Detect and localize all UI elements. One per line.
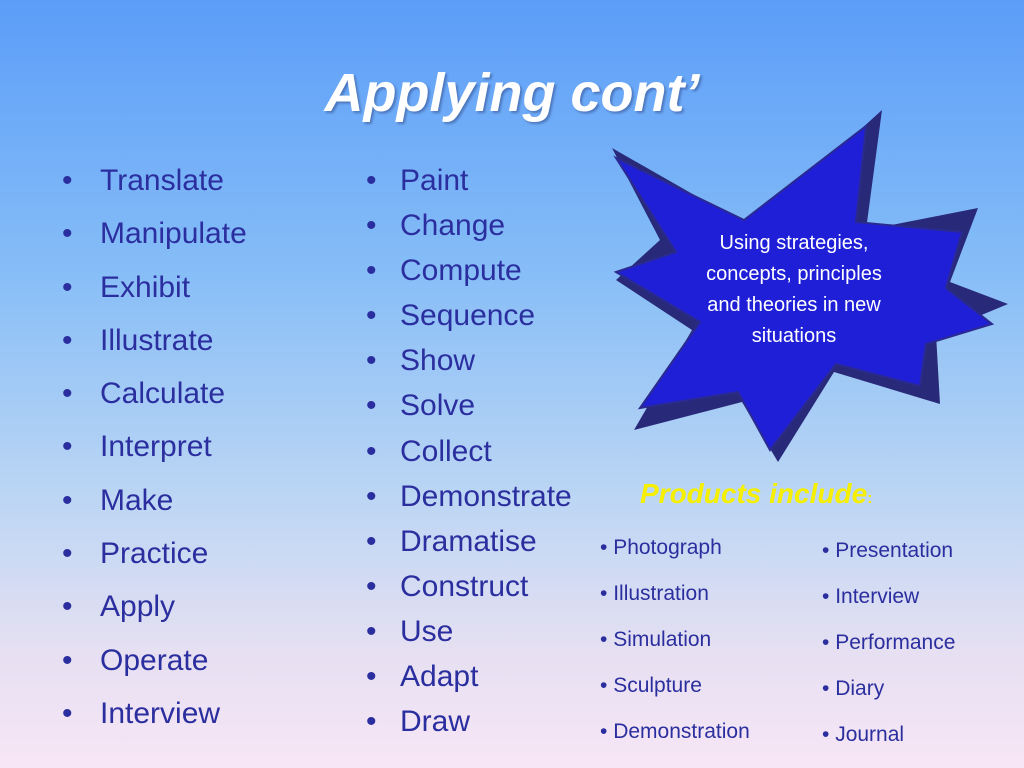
list-item: • Dramatise [366,522,572,567]
list-item: • Show [366,341,572,386]
list-item: • Performance [822,630,955,676]
list-item: • Exhibit [62,268,247,321]
list-item: • Change [366,206,572,251]
list-item: • Calculate [62,374,247,427]
callout-text [664,228,924,352]
callout-line: concepts, principles [706,263,882,285]
products-list-left [600,535,750,765]
products-list-right [822,538,955,768]
callout-line: and theories in new [707,294,881,316]
list-item: • Adapt [366,657,572,702]
list-item: • Demonstrate [366,477,572,522]
callout-line: situations [751,325,837,347]
list-item: • Journal [822,722,955,768]
list-item: • Demonstration [600,719,750,765]
list-item: • Construct [366,567,572,612]
list-item: • Presentation [822,538,955,584]
list-item: • Sculpture [600,673,750,719]
list-item: • Diary [822,676,955,722]
products-heading-text: Products include [640,478,868,509]
list-item: • Manipulate [62,214,247,267]
list-item: • Photograph [600,535,750,581]
verb-list-left [62,161,247,747]
list-item: • Interview [62,694,247,747]
callout-line: Using strategies, [719,232,869,254]
list-item: • Paint [366,161,572,206]
list-item: • Interpret [62,427,247,480]
slide-title: Applying cont’ [324,63,700,123]
list-item: • Make [62,481,247,534]
list-item: • Practice [62,534,247,587]
list-item: • Translate [62,161,247,214]
list-item: • Operate [62,641,247,694]
verb-list-right [366,161,572,747]
list-item: • Draw [366,702,572,747]
list-item: • Compute [366,251,572,296]
list-item: • Sequence [366,296,572,341]
products-heading-colon: : [867,490,873,507]
list-item: • Simulation [600,627,750,673]
list-item: • Interview [822,584,955,630]
list-item: • Use [366,612,572,657]
list-item: • Illustrate [62,321,247,374]
list-item: • Collect [366,432,572,477]
list-item: • Solve [366,386,572,431]
list-item: • Apply [62,587,247,640]
products-heading [640,478,872,510]
list-item: • Illustration [600,581,750,627]
